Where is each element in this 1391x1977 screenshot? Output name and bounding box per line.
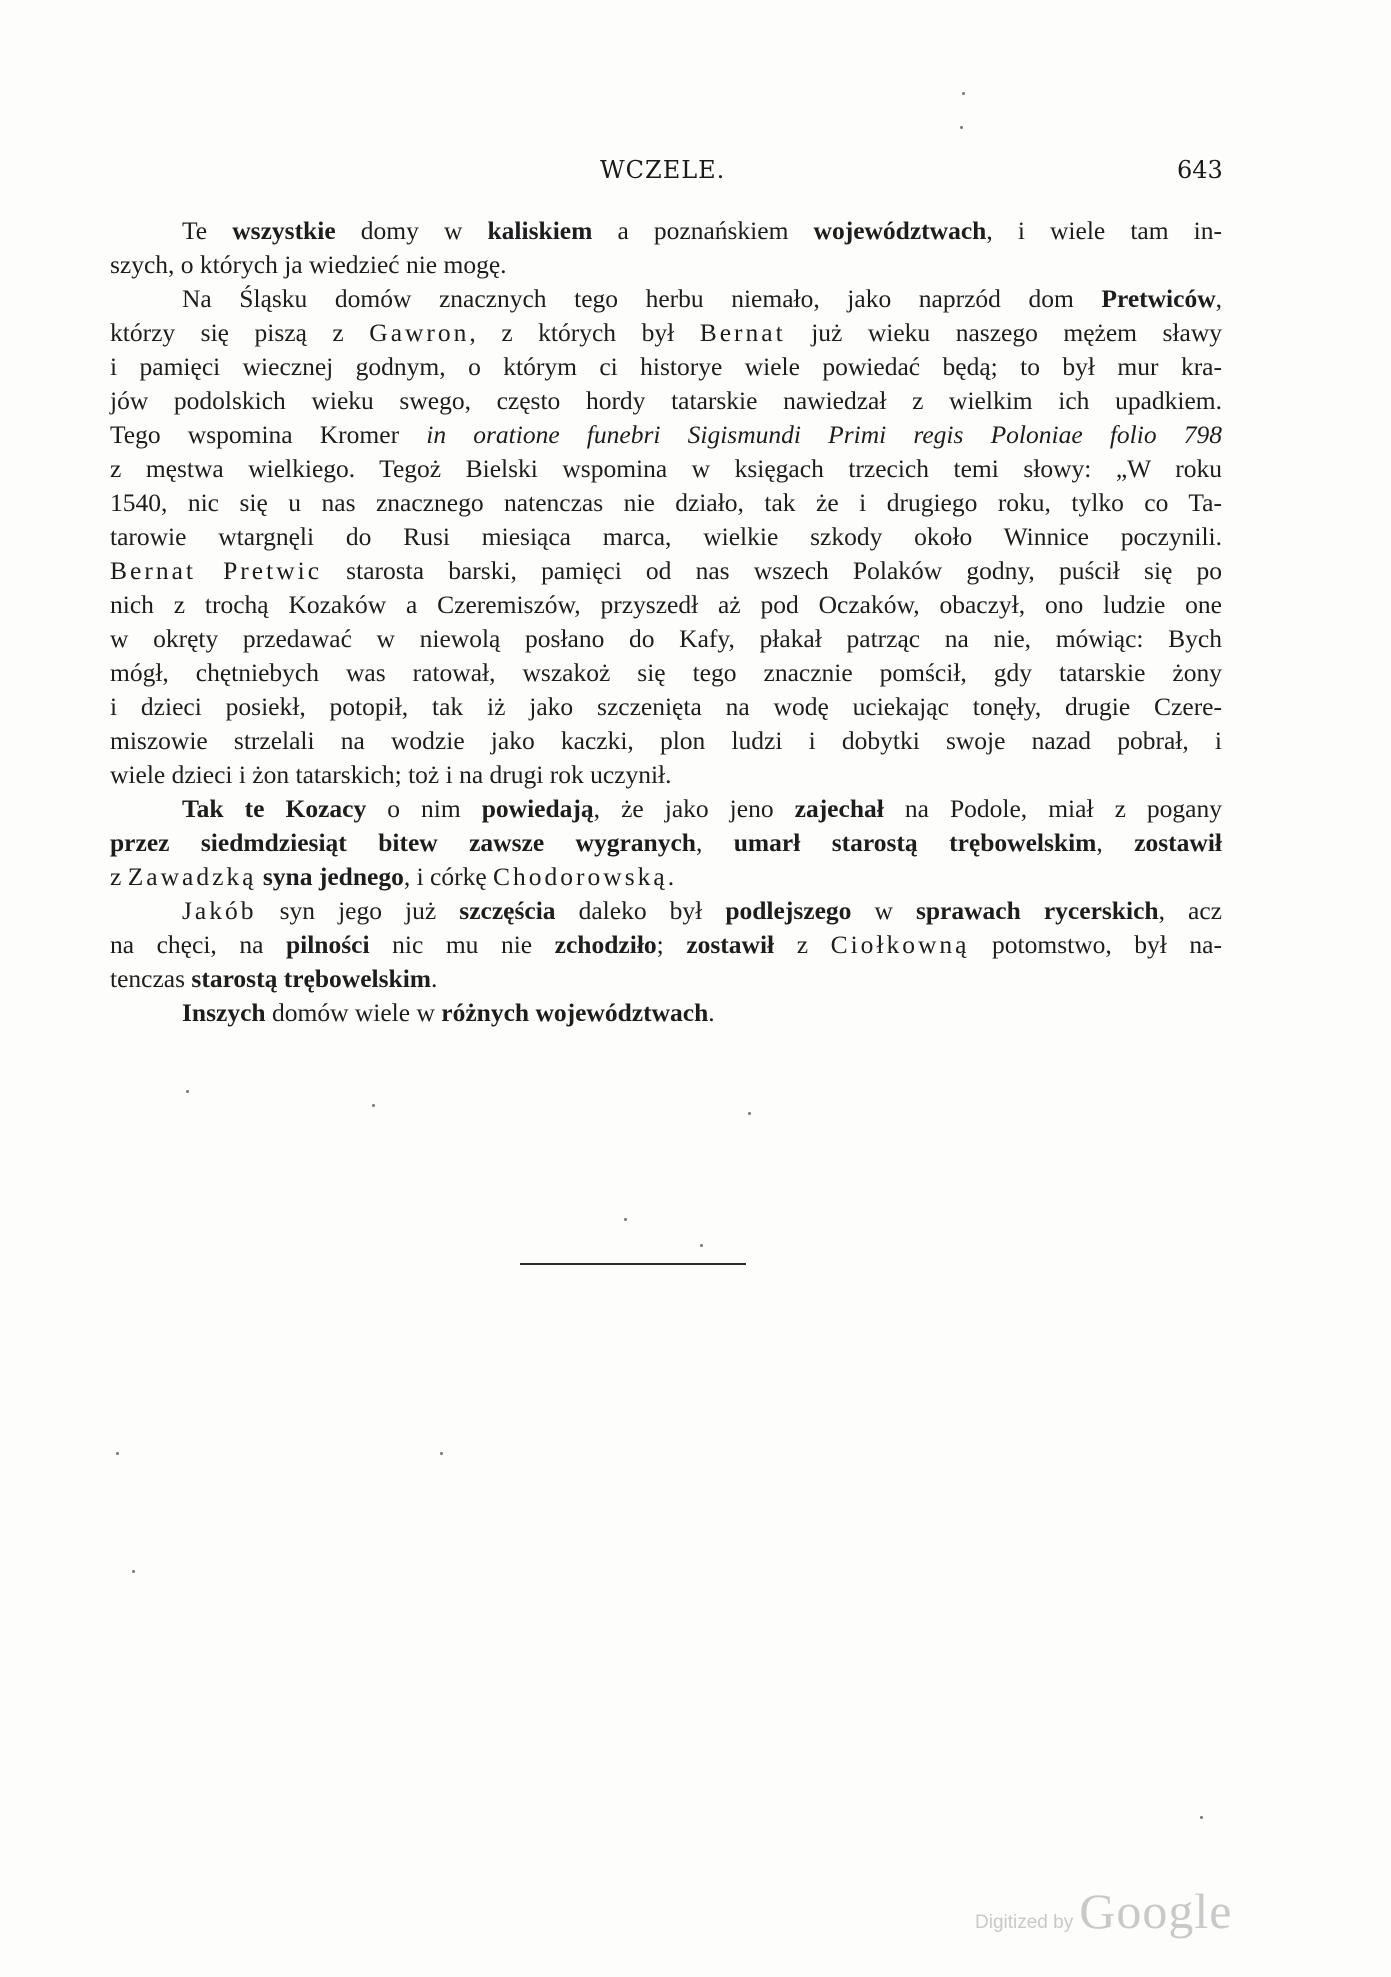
- scan-speck: [962, 92, 965, 95]
- scan-speck: [624, 1218, 627, 1221]
- scan-speck: [372, 1104, 375, 1107]
- scan-speck: [748, 1112, 751, 1115]
- text-line: szych, o których ja wiedzieć nie mogę.: [110, 250, 507, 279]
- text-line: tenczas starostą trębowelskim.: [110, 964, 438, 993]
- text-line: Inszych domów wiele w różnych województwach.: [182, 998, 715, 1027]
- paragraph-4: [110, 894, 1222, 996]
- paragraph-3: [110, 792, 1222, 894]
- text-line: Jakób syn jego już szczęścia daleko był podlejszego w sprawach rycerskich, acz: [182, 896, 1222, 925]
- text-line: mógł, chętniebych was ratował, wszakoż się tego znacznie pomścił, gdy tatarskie żony: [110, 658, 1222, 687]
- body-text: [110, 214, 1222, 1030]
- text-line: którzy się piszą z Gawron, z których był Bernat już wieku naszego mężem sławy: [110, 318, 1222, 347]
- running-title: WCZELE.: [600, 156, 726, 184]
- scan-speck: [116, 1452, 119, 1455]
- google-logo: Google: [1079, 1883, 1233, 1939]
- text-line: z Zawadzką syna jednego, i córkę Chodorowską.: [110, 862, 675, 891]
- scan-speck: [960, 126, 963, 129]
- text-line: w okręty przedawać w niewolą posłano do Kafy, płakał patrząc na nie, mówiąc: Bych: [110, 624, 1222, 653]
- text-line: z męstwa wielkiego. Tegoż Bielski wspomina w księgach trzecich temi słowy: „W roku: [110, 454, 1222, 483]
- text-line: nich z trochą Kozaków a Czeremiszów, przyszedł aż pod Oczaków, obaczył, ono ludzie one: [110, 590, 1222, 619]
- scan-speck: [700, 1244, 703, 1247]
- text-line: tarowie wtargnęli do Rusi miesiąca marca, wielkie szkody około Winnice poczynili.: [110, 522, 1222, 551]
- page-number: 643: [1177, 156, 1223, 184]
- text-line: i dzieci posiekł, potopił, tak iż jako szczenięta na wodę uciekając tonęły, drugie Czere-: [110, 692, 1222, 721]
- text-line: Tego wspomina Kromer in oratione funebri Sigismundi Primi regis Poloniae folio 798: [110, 420, 1222, 449]
- text-line: i pamięci wiecznej godnym, o którym ci historye wiele powiedać będą; to był mur kra-: [110, 352, 1222, 381]
- watermark-prefix: Digitized by: [975, 1912, 1074, 1933]
- paragraph-5: [110, 996, 1222, 1030]
- text-line: na chęci, na pilności nic mu nie zchodziło; zostawił z Ciołkowną potomstwo, był na-: [110, 930, 1222, 959]
- paragraph-2: [110, 282, 1222, 792]
- text-line: Bernat Pretwic starosta barski, pamięci od nas wszech Polaków godny, puścił się po: [110, 556, 1222, 585]
- text-line: 1540, nic się u nas znacznego natenczas nie działo, tak że i drugiego roku, tylko co Ta-: [110, 488, 1222, 517]
- scan-speck: [186, 1090, 189, 1093]
- text-line: jów podolskich wieku swego, często hordy tatarskie nawiedzał z wielkim ich upadkiem.: [110, 386, 1222, 415]
- text-line: wiele dzieci i żon tatarskich; toż i na drugi rok uczynił.: [110, 760, 672, 789]
- end-rule: [520, 1263, 746, 1265]
- text-line: Te wszystkie domy w kaliskiem a poznańskiem województwach, i wiele tam in-: [182, 216, 1223, 245]
- scan-speck: [132, 1570, 135, 1573]
- text-line: Na Śląsku domów znacznych tego herbu niemało, jako naprzód dom Pretwiców,: [182, 284, 1222, 313]
- scan-speck: [440, 1452, 443, 1455]
- text-line: miszowie strzelali na wodzie jako kaczki, plon ludzi i dobytki swoje nazad pobrał, i: [110, 726, 1222, 755]
- text-line: Tak te Kozacy o nim powiedają, że jako jeno zajechał na Podole, miał z pogany: [182, 794, 1222, 823]
- scan-speck: [1200, 1816, 1203, 1819]
- paragraph-1: [110, 214, 1222, 282]
- text-line: przez siedmdziesiąt bitew zawsze wygranych, umarł starostą trębowelskim, zostawił: [110, 828, 1223, 857]
- digitized-watermark: [975, 1882, 1232, 1940]
